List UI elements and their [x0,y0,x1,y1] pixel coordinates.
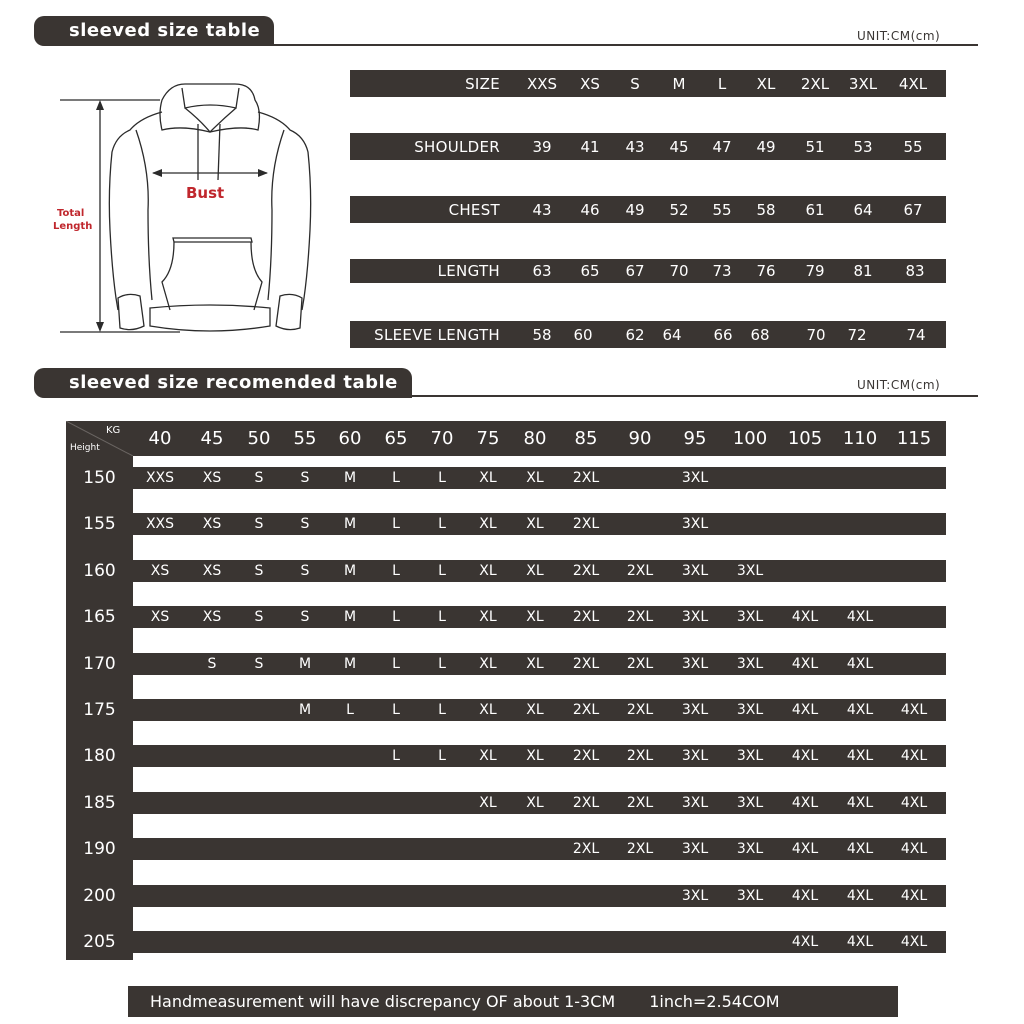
size-cell: L [438,516,446,532]
table-row [133,745,946,767]
size-cell: 2XL [626,795,654,811]
weight-header: 50 [247,428,271,449]
size-cell: 2XL [572,795,600,811]
size-cell: 3XL [736,888,764,904]
cell: 62 [625,325,645,344]
size-cell: 2XL [626,841,654,857]
cell: 49 [625,200,645,219]
size-cell: 2XL [572,516,600,532]
cell: 61 [805,200,825,219]
size-table-title: sleeved size table [34,16,274,46]
weight-header-row [66,421,946,456]
row-label: SHOULDER [414,137,500,156]
size-cell: M [343,470,357,486]
row-label: SIZE [465,74,500,93]
weight-header: 65 [384,428,408,449]
weight-header: 40 [148,428,172,449]
size-cell: M [343,609,357,625]
size-cell: XL [526,795,544,811]
size-cell: 3XL [681,609,709,625]
cell: 3XL [848,74,878,93]
unit-label: UNIT:CM(cm) [857,29,941,43]
size-cell: M [298,702,312,718]
height-label-cell: 185 [83,793,116,813]
size-cell: L [346,702,354,718]
cell: M [672,74,686,93]
cell: 64 [853,200,873,219]
size-cell: L [392,563,400,579]
size-cell: 4XL [900,934,928,950]
size-cell: XL [526,748,544,764]
cell: 55 [903,137,923,156]
cell: 68 [750,325,770,344]
size-cell: 4XL [791,609,819,625]
size-cell: XS [150,563,170,579]
section-divider [410,395,978,397]
table-row [133,931,946,953]
size-cell: XXS [145,516,175,532]
table-row [133,653,946,675]
size-cell: 2XL [572,609,600,625]
weight-header: 85 [574,428,598,449]
size-cell: 3XL [681,795,709,811]
size-cell: L [438,656,446,672]
size-cell: 3XL [736,656,764,672]
size-cell: XXS [145,470,175,486]
size-cell: XL [479,795,497,811]
size-cell: S [300,609,310,625]
size-cell: L [392,656,400,672]
size-cell: XL [526,470,544,486]
height-label: Height [70,443,100,453]
table-row [133,885,946,907]
height-label-cell: 160 [83,561,116,581]
size-cell: 2XL [572,841,600,857]
size-cell: 2XL [626,702,654,718]
size-cell: 2XL [572,748,600,764]
row-label: SLEEVE LENGTH [374,325,500,344]
size-cell: 2XL [572,563,600,579]
size-cell: 3XL [681,470,709,486]
size-cell: 4XL [846,609,874,625]
cell: 70 [669,262,689,280]
weight-header: 75 [476,428,500,449]
shoulder-row [350,133,946,160]
size-cell: 4XL [846,888,874,904]
cell: 45 [669,137,689,156]
size-cell: 2XL [572,702,600,718]
size-cell: 2XL [626,563,654,579]
size-cell: XL [479,702,497,718]
weight-header: 105 [787,428,823,449]
size-cell: L [438,470,446,486]
cell: 58 [756,200,776,219]
size-row [350,70,946,97]
size-cell: 4XL [791,934,819,950]
size-cell: L [438,748,446,764]
kg-label: KG [106,425,121,436]
size-cell: 4XL [791,656,819,672]
size-cell: XL [479,656,497,672]
measurement-note: Handmeasurement will have discrepancy OF about 1-3CM [150,992,616,1011]
cell: 66 [713,325,733,344]
size-cell: S [300,563,310,579]
size-cell: XL [526,656,544,672]
size-cell: 3XL [681,656,709,672]
cell: 2XL [800,74,830,93]
size-cell: 3XL [681,702,709,718]
cell: 67 [625,262,645,280]
size-cell: 4XL [791,748,819,764]
size-cell: S [254,609,264,625]
cell: 41 [580,137,600,156]
cell: 73 [712,262,732,280]
weight-header: 45 [200,428,224,449]
size-cell: XS [202,470,222,486]
cell: 52 [669,200,689,219]
table-row [133,513,946,535]
cell: XS [580,74,600,93]
weight-header: 70 [430,428,454,449]
size-cell: M [343,516,357,532]
size-cell: XL [479,748,497,764]
cell: 76 [756,262,776,280]
size-cell: 4XL [846,656,874,672]
size-cell: 4XL [846,748,874,764]
size-cell: XL [526,563,544,579]
size-cell: L [392,702,400,718]
cell: 53 [853,137,873,156]
cell: 43 [532,200,552,219]
cell: 72 [847,325,867,344]
size-cell: 4XL [791,888,819,904]
cell: 74 [906,325,926,344]
size-cell: 3XL [736,748,764,764]
size-cell: 3XL [736,702,764,718]
table-row [133,467,946,489]
cell: 58 [532,325,552,344]
cell: 49 [756,137,776,156]
size-cell: 3XL [736,841,764,857]
cell: 81 [853,262,873,280]
height-label-cell: 155 [83,514,116,534]
size-cell: 4XL [791,841,819,857]
row-label: LENGTH [437,262,500,280]
size-cell: 4XL [846,702,874,718]
length-row [350,259,946,283]
size-cell: 4XL [900,702,928,718]
hoodie-measurement-diagram [40,70,340,350]
cell: L [717,74,727,93]
size-cell: 2XL [626,609,654,625]
size-cell: XS [202,563,222,579]
size-cell: L [438,702,446,718]
size-cell: S [254,516,264,532]
total-length-label-2: Length [53,221,93,232]
cell: 39 [532,137,552,156]
cell: 47 [712,137,732,156]
size-cell: L [392,748,400,764]
total-length-label-1: Total [57,208,85,219]
size-cell: XL [479,470,497,486]
size-cell: 4XL [846,795,874,811]
size-cell: 4XL [791,702,819,718]
size-cell: 2XL [572,470,600,486]
size-cell: S [254,563,264,579]
size-cell: 2XL [626,656,654,672]
cell: 70 [806,325,826,344]
size-cell: 4XL [900,795,928,811]
bust-label: Bust [186,184,225,202]
cell: 4XL [898,74,928,93]
size-cell: 4XL [900,748,928,764]
size-cell: M [343,656,357,672]
weight-header: 95 [683,428,707,449]
size-cell: XL [479,609,497,625]
height-label-cell: 165 [83,607,116,627]
size-cell: M [298,656,312,672]
cell: 43 [625,137,645,156]
cell: 60 [573,325,593,344]
cell: XL [756,74,776,93]
cell: 64 [662,325,682,344]
height-label-cell: 175 [83,700,116,720]
size-cell: 4XL [791,795,819,811]
table-row [133,792,946,814]
size-cell: 3XL [681,888,709,904]
table-row [133,699,946,721]
size-cell: S [300,470,310,486]
weight-header: 55 [293,428,317,449]
size-cell: 4XL [900,888,928,904]
weight-header: 115 [896,428,932,449]
size-cell: 4XL [846,934,874,950]
size-cell: S [207,656,217,672]
height-label-cell: 180 [83,746,116,766]
section-divider [270,44,978,46]
cell: S [630,74,640,93]
cell: XXS [526,74,558,93]
size-cell: 2XL [572,656,600,672]
size-cell: XL [526,702,544,718]
inch-conversion: 1inch=2.54COM [649,992,780,1011]
unit-label: UNIT:CM(cm) [857,378,941,392]
chest-row [350,196,946,223]
table-row [133,560,946,582]
cell: 67 [903,200,923,219]
table-row [133,606,946,628]
height-label-cell: 200 [83,886,116,906]
weight-header: 100 [732,428,768,449]
weight-header: 90 [628,428,652,449]
recommended-table-title: sleeved size recomended table [34,368,412,398]
size-cell: S [300,516,310,532]
size-cell: S [254,656,264,672]
height-label-cell: 150 [83,468,116,488]
size-cell: 4XL [846,841,874,857]
footer-note-bar [128,986,898,1017]
size-cell: L [438,609,446,625]
cell: 55 [712,200,732,219]
size-cell: 3XL [736,795,764,811]
table-row [133,838,946,860]
cell: 46 [580,200,600,219]
size-cell: 3XL [681,841,709,857]
cell: 63 [532,262,552,280]
size-cell: 3XL [736,609,764,625]
size-cell: XS [202,609,222,625]
size-cell: S [254,470,264,486]
size-cell: L [438,563,446,579]
size-cell: XL [479,516,497,532]
size-cell: L [392,516,400,532]
size-cell: 3XL [681,748,709,764]
cell: 51 [805,137,825,156]
size-cell: XS [202,516,222,532]
size-cell: 2XL [626,748,654,764]
weight-header: 80 [523,428,547,449]
size-cell: L [392,609,400,625]
cell: 65 [580,262,600,280]
cell: 83 [905,262,925,280]
weight-header: 110 [842,428,878,449]
size-cell: XS [150,609,170,625]
size-cell: L [392,470,400,486]
height-label-cell: 205 [83,932,116,952]
hoodie-outline-icon [40,70,340,350]
size-cell: XL [526,609,544,625]
row-label: CHEST [448,200,500,219]
cell: 79 [805,262,825,280]
size-cell: 3XL [681,563,709,579]
sleeve-length-row [350,321,946,348]
size-cell: 4XL [900,841,928,857]
size-cell: XL [479,563,497,579]
size-cell: M [343,563,357,579]
height-column [66,421,133,960]
height-label-cell: 170 [83,654,116,674]
size-cell: XL [526,516,544,532]
height-label-cell: 190 [83,839,116,859]
size-cell: 3XL [681,516,709,532]
weight-header: 60 [338,428,362,449]
size-cell: 3XL [736,563,764,579]
